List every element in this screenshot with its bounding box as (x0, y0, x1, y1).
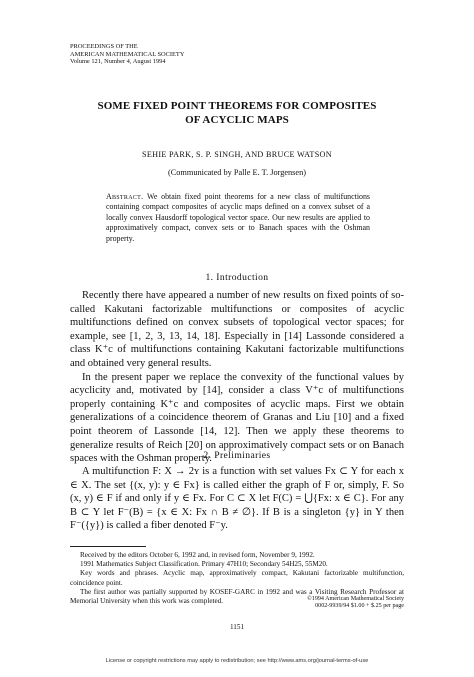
journal-name-line2: AMERICAN MATHEMATICAL SOCIETY (70, 50, 185, 58)
journal-name-line1: PROCEEDINGS OF THE (70, 43, 138, 50)
journal-volume: Volume 121, Number 4, August 1994 (70, 58, 166, 66)
preliminaries-paragraph-1: A multifunction F: X → 2ʏ is a function with set values Fx ⊂ Y for each x ∈ X. The set {(x, y): y ∈ Fx} is called either the graph of F or, simply, F. So (x, y) ∈ F if and only if y ∈ Fx. For C ⊂ X let F(C) = ⋃{Fx: x ∈ C}. For any B ⊂ Y let F⁻(B) = {x ∈ X: Fx ∩ B ≠ ∅}. If B is a singleton {y} in Y then F⁻({y}) is called a fiber denoted F⁻y. (70, 466, 404, 532)
abstract-label: Abstract. (106, 192, 144, 201)
section-heading-preliminaries: 2. Preliminaries (203, 450, 271, 461)
copyright-line2: 0002-9939/94 $1.00 + $.25 per page (315, 603, 404, 610)
communicated-by: (Communicated by Palle E. T. Jorgensen) (167, 168, 307, 177)
introduction-paragraph-2: In the present paper we replace the convexity of the functional values by acyclicity and, motivated by [14], consider a class V⁺c of multifunctions properly containing K⁺c and composites of acyclic maps. First we obtain generalizations of a coincidence theorem of Granas and Liu [10] and a fixed point theorem of Lassonde [14, 12]. Then we apply these theorems to generalize results of Reich [20] on approximatively compact sets or on Banach spaces with the Oshman property. (70, 371, 404, 465)
copyright-notice (292, 596, 404, 611)
copyright-line1: ©1994 American Mathematical Society (307, 596, 404, 602)
paper-title-line1: SOME FIXED POINT THEOREMS FOR COMPOSITES (97, 100, 377, 112)
footnote-rule (70, 546, 146, 547)
footnote-msc: 1991 Mathematics Subject Classification. Primary 47H10; Secondary 54H25, 55M20. (80, 560, 328, 569)
abstract-text: We obtain fixed point theorems for a new class of multifunctions containing compact composites of acyclic maps defined on a convex subset of a locally convex Hausdorff topological vector space. Our new results are applied to approximatively compact, convex sets or to Banach spaces with the Oshman property. (106, 192, 370, 243)
journal-header (70, 43, 184, 66)
author-list: SEHIE PARK, S. P. SINGH, AND BRUCE WATSON (142, 150, 332, 159)
page-number: 1151 (229, 623, 245, 631)
paper-title-line2: OF ACYCLIC MAPS (185, 114, 289, 126)
section-heading-introduction: 1. Introduction (205, 272, 269, 283)
license-footer[interactable]: License or copyright restrictions may apply to redistribution; see http://www.ams.org/journal-terms-of-use (105, 658, 369, 664)
footnote-keywords: Key words and phrases. Acyclic map, approximatively compact, Kakutani factorizable multifunction, coincidence point. (70, 569, 404, 587)
paper-title (60, 99, 414, 127)
preliminaries-body (70, 465, 404, 533)
introduction-body (70, 289, 404, 466)
footnote-support: The first author was partially supported by KOSEF-GARC in 1992 and was a Visiting Research Professor at Memorial University when this work was completed. (70, 587, 404, 606)
introduction-paragraph-1: Recently there have appeared a number of new results on fixed points of so-called Kakutani factorizable multifunctions or composites of acyclic multifunctions defined on convex subsets of topological vector spaces; for example, see [1, 2, 3, 13, 14, 18]. Especially in [14] Lassonde considered a class K⁺c of multifunctions containing Kakutani factorizable multifunctions and obtained very general results. (70, 290, 404, 369)
footnote-received: Received by the editors October 6, 1992 and, in revised form, November 9, 1992. (80, 551, 315, 559)
abstract (106, 192, 370, 244)
